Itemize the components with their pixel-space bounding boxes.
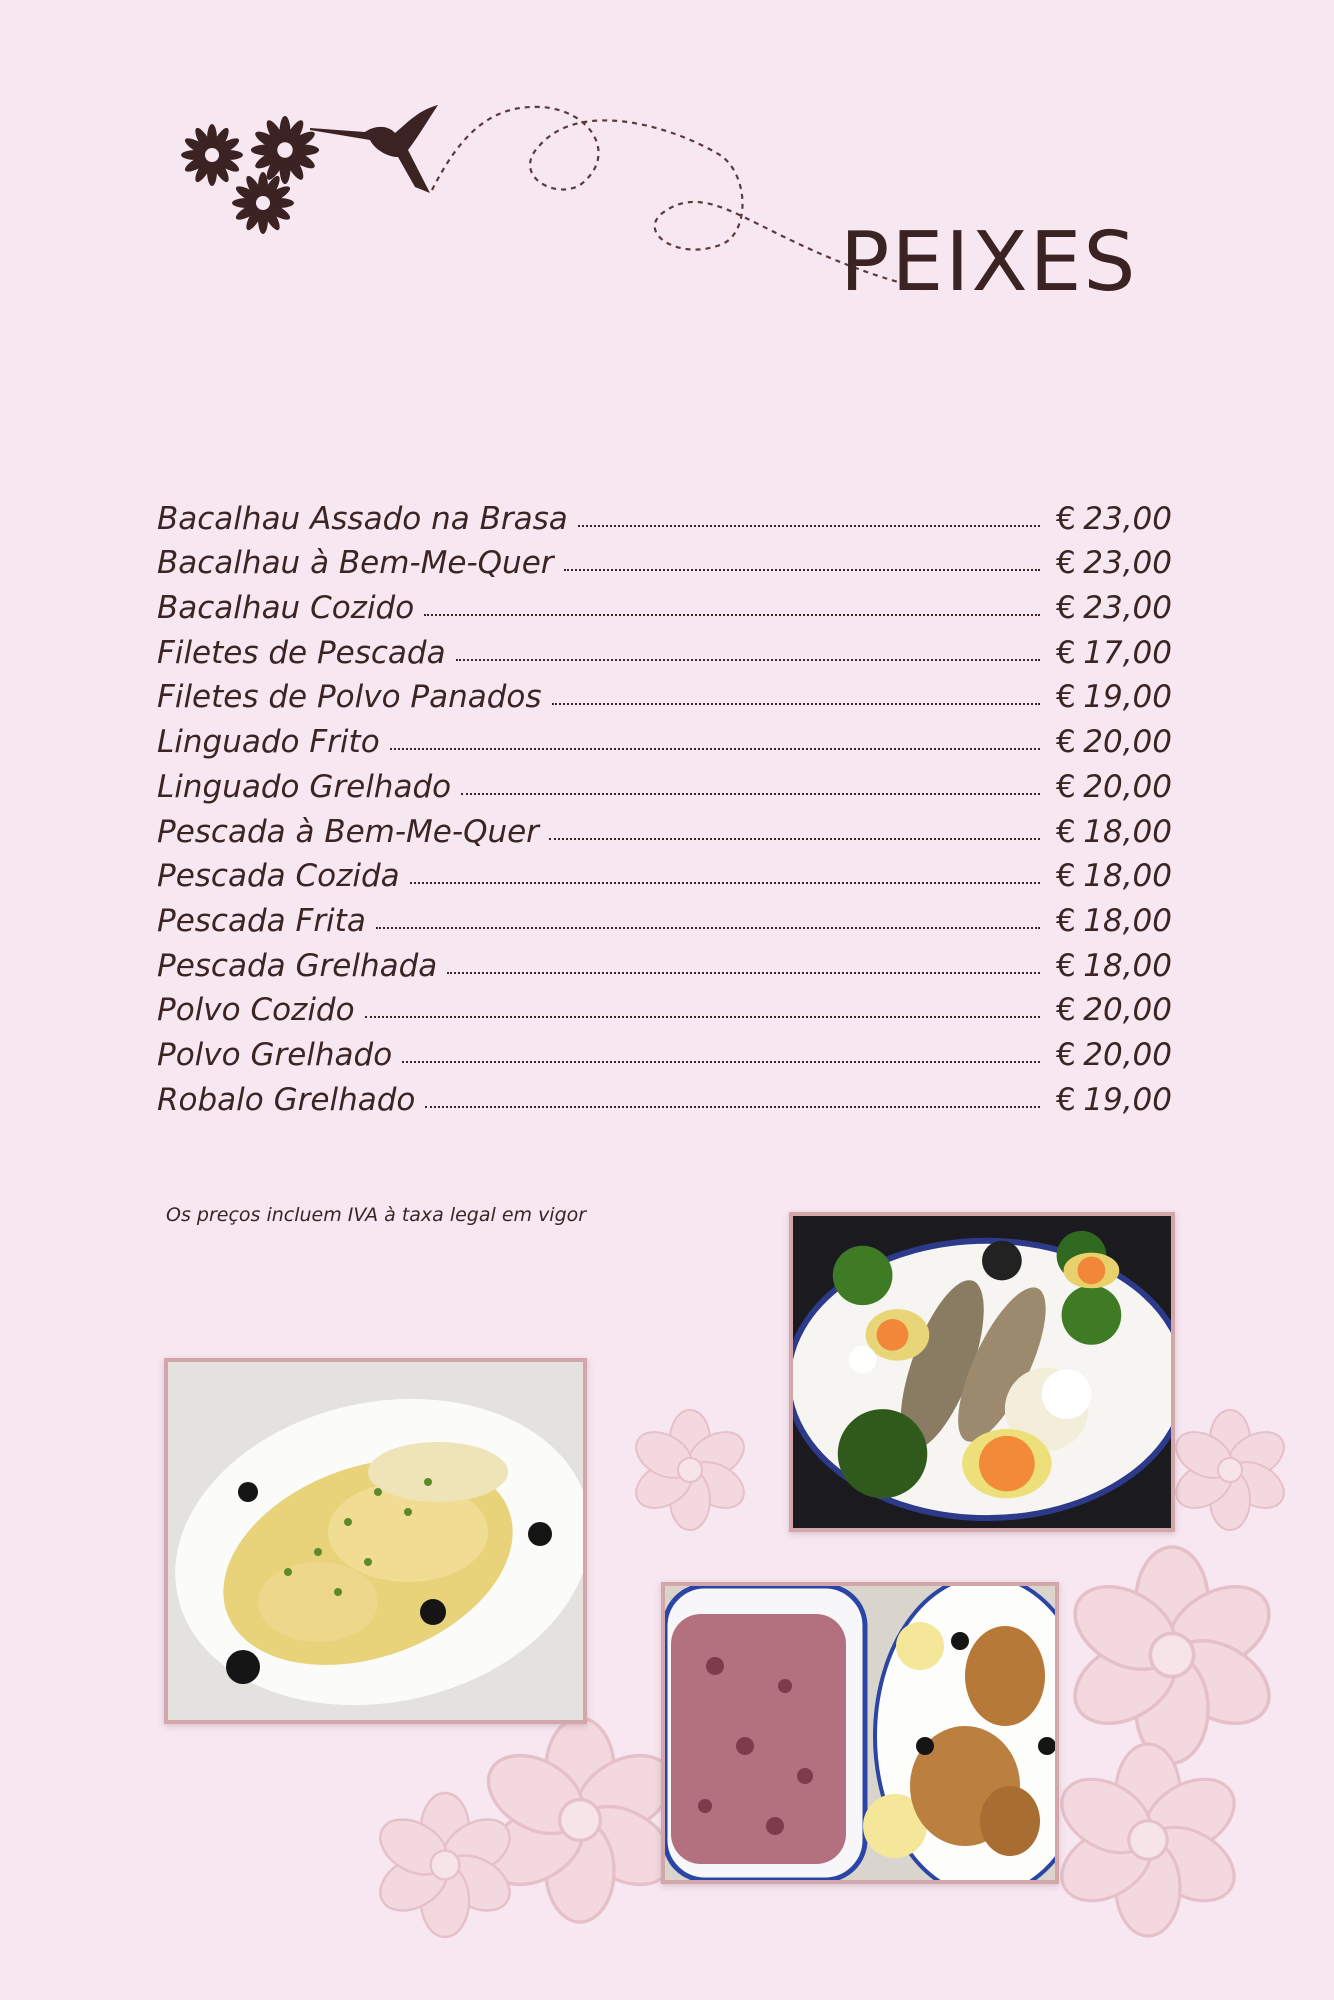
hummingbird-icon <box>310 105 438 193</box>
currency-symbol: € <box>1056 902 1076 939</box>
price-value: 19,00 <box>1083 679 1172 716</box>
menu-item-price <box>1056 545 1172 581</box>
menu-item <box>157 894 1172 939</box>
menu-item <box>157 492 1172 537</box>
currency-symbol: € <box>1056 724 1076 761</box>
currency-symbol: € <box>1056 992 1076 1029</box>
dot-leader <box>578 524 1040 527</box>
price-value: 23,00 <box>1083 590 1172 627</box>
price-value: 18,00 <box>1083 858 1172 895</box>
price-value: 20,00 <box>1083 768 1172 805</box>
price-value: 18,00 <box>1083 902 1172 939</box>
dot-leader <box>425 1105 1040 1108</box>
dot-leader <box>410 881 1040 884</box>
menu-item-price <box>1056 1037 1172 1073</box>
currency-symbol: € <box>1056 947 1076 984</box>
menu-item-name: Pescada Cozida <box>157 858 400 895</box>
dot-leader <box>365 1015 1040 1018</box>
menu-item-price <box>1056 948 1172 984</box>
currency-symbol: € <box>1056 1081 1076 1118</box>
menu-item-price <box>1056 858 1172 894</box>
currency-symbol: € <box>1056 1036 1076 1073</box>
menu-item-price <box>1056 992 1172 1028</box>
currency-symbol: € <box>1056 634 1076 671</box>
menu-item-price <box>1056 769 1172 805</box>
menu-item-name: Pescada à Bem-Me-Quer <box>157 813 539 850</box>
menu-item-name: Linguado Grelhado <box>157 768 452 805</box>
menu-item-name: Polvo Grelhado <box>157 1036 393 1073</box>
menu-item-price <box>1056 903 1172 939</box>
dot-leader <box>456 658 1040 661</box>
menu-item <box>157 581 1172 626</box>
daisy-icon <box>181 116 319 234</box>
menu-item-name: Bacalhau Cozido <box>157 590 415 627</box>
dot-leader <box>564 568 1040 571</box>
menu-item-price <box>1056 724 1172 760</box>
currency-symbol: € <box>1056 858 1076 895</box>
price-value: 20,00 <box>1083 724 1172 761</box>
photo-grilled-fish <box>789 1212 1175 1532</box>
menu-item <box>157 984 1172 1029</box>
dot-leader <box>376 926 1040 929</box>
price-value: 19,00 <box>1083 1081 1172 1118</box>
price-value: 20,00 <box>1083 1036 1172 1073</box>
menu-item <box>157 939 1172 984</box>
menu-item-name: Pescada Grelhada <box>157 947 438 984</box>
menu-item <box>157 1028 1172 1073</box>
menu-item <box>157 1073 1172 1118</box>
menu-item-price <box>1056 1082 1172 1118</box>
price-value: 18,00 <box>1083 947 1172 984</box>
vat-note: Os preços incluem IVA à taxa legal em vigor <box>166 1204 587 1226</box>
menu-item <box>157 715 1172 760</box>
menu-item-name: Robalo Grelhado <box>157 1081 416 1118</box>
menu-item-name: Filetes de Pescada <box>157 634 446 671</box>
price-value: 17,00 <box>1083 634 1172 671</box>
menu-item <box>157 626 1172 671</box>
photo-octopus-rice <box>661 1582 1059 1884</box>
menu-item <box>157 805 1172 850</box>
dot-leader <box>552 702 1040 705</box>
menu-item-name: Bacalhau Assado na Brasa <box>157 500 568 537</box>
menu-item-price <box>1056 814 1172 850</box>
menu-item-name: Linguado Frito <box>157 724 380 761</box>
menu-item-name: Bacalhau à Bem-Me-Quer <box>157 545 554 582</box>
currency-symbol: € <box>1056 768 1076 805</box>
currency-symbol: € <box>1056 813 1076 850</box>
menu-item <box>157 760 1172 805</box>
currency-symbol: € <box>1056 500 1076 537</box>
menu-item <box>157 850 1172 895</box>
currency-symbol: € <box>1056 545 1076 582</box>
dot-leader <box>447 971 1040 974</box>
dot-leader <box>461 792 1040 795</box>
currency-symbol: € <box>1056 590 1076 627</box>
currency-symbol: € <box>1056 679 1076 716</box>
price-value: 23,00 <box>1083 545 1172 582</box>
menu-item-name: Filetes de Polvo Panados <box>157 679 542 716</box>
menu-item <box>157 537 1172 582</box>
menu-item-name: Polvo Cozido <box>157 992 355 1029</box>
page-title: PEIXES <box>840 215 1138 310</box>
price-value: 20,00 <box>1083 992 1172 1029</box>
dot-leader <box>549 837 1040 840</box>
menu-item-price <box>1056 635 1172 671</box>
price-value: 18,00 <box>1083 813 1172 850</box>
menu-item-name: Pescada Frita <box>157 902 366 939</box>
dot-leader <box>424 613 1040 616</box>
menu-item-price <box>1056 679 1172 715</box>
menu-list <box>157 492 1172 1118</box>
dot-leader <box>402 1060 1040 1063</box>
price-value: 23,00 <box>1083 500 1172 537</box>
photo-cod-potatoes <box>164 1358 587 1724</box>
menu-item <box>157 671 1172 716</box>
menu-item-price <box>1056 590 1172 626</box>
dot-leader <box>390 747 1040 750</box>
menu-item-price <box>1056 501 1172 537</box>
